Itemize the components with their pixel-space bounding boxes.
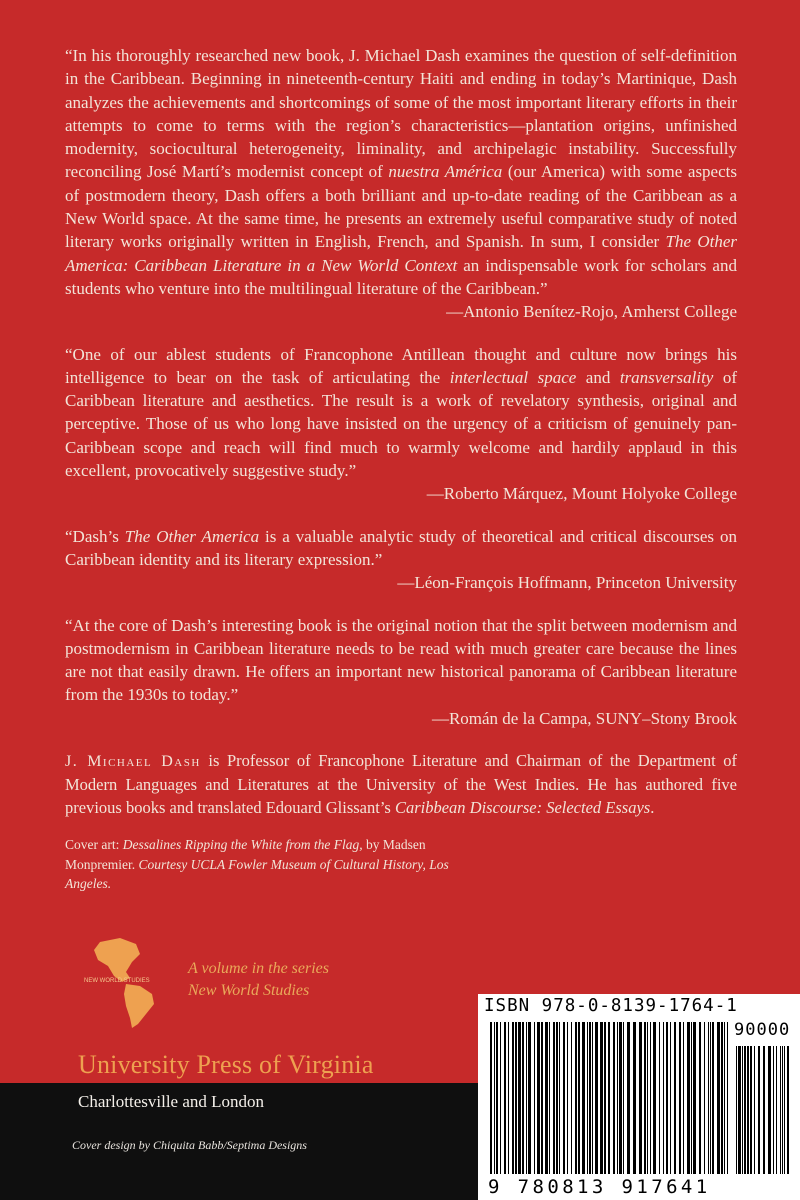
blurb-quote: “Dash’s The Other America is a valuable analytic study of theoretical and critical discourses on Caribbean identity and its literary expression.” [65,526,737,569]
publisher-name: University Press of Virginia [78,1050,374,1079]
blurb-attribution: —Román de la Campa, SUNY–Stony Brook [431,708,737,728]
blurb-attribution: —Roberto Márquez, Mount Holyoke College [426,484,737,504]
isbn-number: ISBN 978-0-8139-1764-1 [484,996,738,1016]
cover-art-credit: Cover art: Dessalines Ripping the White from the Flag, by Madsen Monpremier. Courtesy UCLA Fowler Museum of Cultural History, Los Angeles. [65,837,449,892]
author-bio [65,749,737,819]
blurb-quote: “In his thoroughly researched new book, J. Michael Dash examines the question of self-definition in the Caribbean. Beginning in nineteenth-century Haiti and ending in today’s Martinique, Dash analyzes the achievements and shortcomings of some of the most important literary efforts in their attempts to come to terms with the region’s characteristics—plantation origins, unfinished modernity, sociocultural heterogeneity, liminality, and archipelagic instability. Successfully reconciling José Martí’s modernist concept of nuestra América (our America) with some aspects of postmodern theory, Dash offers a both brilliant and up-to-date reading of the Caribbean as a New World space. At the same time, he presents an extremely useful comparative study of noted literary works originally written in English, French, and Spanish. In sum, I consider The Other America: Caribbean Literature in a New World Context an indispensable work for scholars and students who venture into the multilingual literature of the Caribbean.” [65,46,737,298]
blurb [65,525,737,595]
blurb-attribution: —Léon-François Hoffmann, Princeton University [397,573,737,593]
blurb [65,343,737,506]
blurb [65,44,737,324]
author-name: J. Michael Dash [65,753,201,771]
blurbs-section [65,44,737,894]
blurb [65,614,737,730]
blurb-quote: “At the core of Dash’s interesting book is the original notion that the split between modernism and postmodernism in Caribbean literature needs to be read with much greater care because the lines are not that easily drawn. He offers an important new historical panorama of Caribbean literature from the 1930s to today.” [65,615,737,705]
bio-text: is Professor of Francophone Literature and Chairman of the Department of Modern Languages and Literatures at the University of the West Indies. He has authored five previous books and translated Edouard Glissant’s Caribbean Discourse: Selected Essays. [65,751,737,818]
isbn-barcode [478,994,800,1200]
americas-map-icon [80,932,180,1032]
series-caption [188,958,329,1002]
publisher-city: Charlottesville and London [78,1092,265,1111]
series-line-2: New World Studies [188,982,310,999]
barcode-digits: 9 780813 917641 [488,1176,711,1198]
blurb-attribution: —Antonio Benítez-Rojo, Amherst College [446,302,737,322]
price-code: 90000 [734,1020,791,1040]
series-block [80,932,360,1032]
design-credit: Cover design by Chiquita Babb/Septima Designs [72,1138,307,1152]
series-logo-text: NEW WORLD STUDIES [84,978,150,984]
series-line-1: A volume in the series [188,960,330,977]
blurb-quote: “One of our ablest students of Francophone Antillean thought and culture now brings his intelligence to bear on the task of articulating the interlectual space and transversality of Caribbean literature and aesthetics. The result is a work of revelatory synthesis, original and perceptive. Those of us who long have insisted on the urgency of a criticism of genuinely pan-Caribbean scope and reach will find much to warmly welcome and hardily applaud in this excellent, provocatively suggestive study.” [65,344,737,481]
